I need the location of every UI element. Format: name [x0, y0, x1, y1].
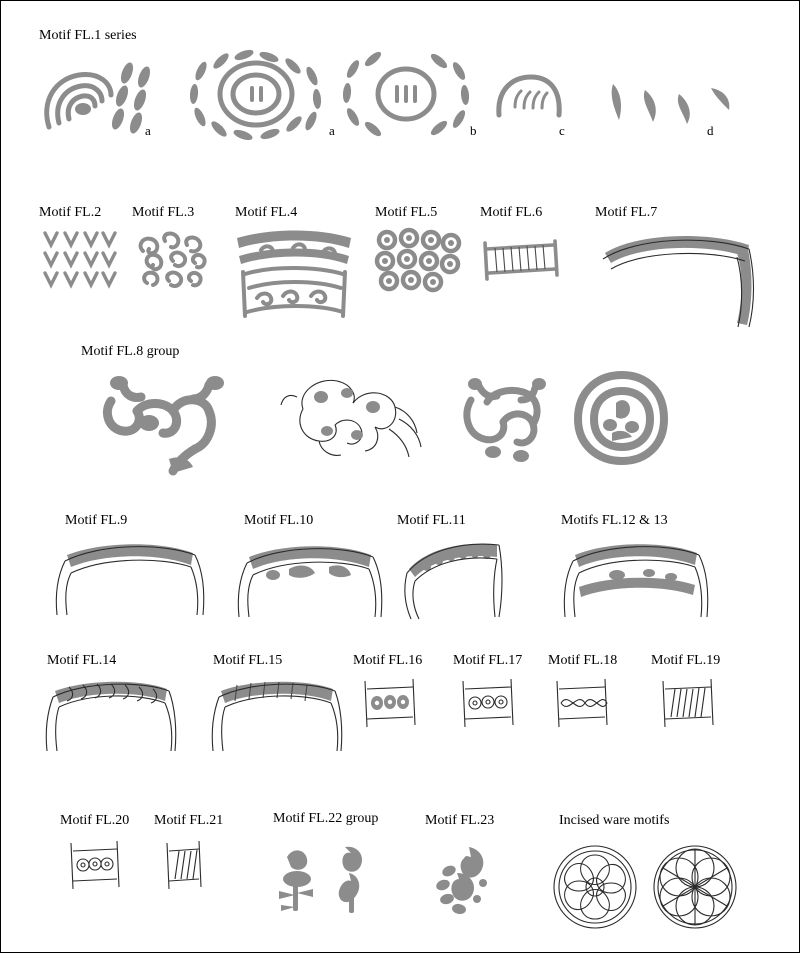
- incised-ware-interlace-figure: [649, 841, 741, 933]
- variant-label-fl1-c: c: [559, 123, 565, 138]
- section-heading-fl7: Motif FL.7: [595, 205, 658, 220]
- motif-fl18-figure: [551, 677, 613, 739]
- motif-fl12-13-figure: [557, 531, 707, 623]
- section-heading-fl22: Motif FL.22 group: [273, 811, 379, 826]
- motif-fl5-figure: [373, 227, 461, 293]
- variant-label-fl1-d: d: [707, 123, 714, 138]
- motif-fl4-figure: [231, 226, 356, 321]
- motif-fl8-a-figure: [89, 363, 254, 475]
- variant-label-fl1-a1: a: [145, 123, 151, 138]
- motif-fl16-figure: [359, 677, 421, 739]
- section-heading-fl19: Motif FL.19: [651, 653, 721, 668]
- section-heading-fl20: Motif FL.20: [60, 813, 130, 828]
- section-heading-fl17: Motif FL.17: [453, 653, 523, 668]
- motif-fl2-figure: [39, 229, 119, 291]
- row-divider-1: [1, 172, 800, 173]
- motif-fl21-figure: [161, 839, 207, 901]
- motif-fl1-c-figure: [491, 71, 571, 131]
- motif-fl10-figure: [233, 533, 383, 623]
- motif-fl9-figure: [53, 533, 203, 623]
- motif-fl22-figure: [267, 839, 387, 919]
- section-heading-fl18: Motif FL.18: [548, 653, 618, 668]
- section-heading-fl5: Motif FL.5: [375, 205, 438, 220]
- section-heading-fl11: Motif FL.11: [397, 513, 466, 528]
- variant-label-fl1-a2: a: [329, 123, 335, 138]
- section-heading-incised-ware: Incised ware motifs: [559, 813, 670, 828]
- motif-fl1-b-figure: [331, 49, 481, 144]
- section-heading-fl6: Motif FL.6: [480, 205, 543, 220]
- motif-fl1-a2-figure: [181, 49, 331, 144]
- motif-fl1-d-figure: [601, 76, 741, 136]
- motif-fl7-figure: [597, 229, 757, 329]
- motif-fl17-figure: [457, 677, 519, 739]
- motif-fl8-d-figure: [566, 363, 676, 471]
- section-heading-fl16: Motif FL.16: [353, 653, 423, 668]
- motif-fl14-figure: [41, 673, 176, 755]
- section-heading-fl9: Motif FL.9: [65, 513, 128, 528]
- motif-fl8-c-figure: [449, 366, 559, 471]
- motif-fl3-figure: [131, 229, 216, 295]
- section-heading-fl21: Motif FL.21: [154, 813, 224, 828]
- motif-fl1-a-figure: [31, 49, 161, 144]
- section-heading-fl23: Motif FL.23: [425, 813, 495, 828]
- section-heading-fl10: Motif FL.10: [244, 513, 314, 528]
- section-heading-fl12-13: Motifs FL.12 & 13: [561, 513, 668, 528]
- motif-fl6-figure: [481, 239, 559, 287]
- section-heading-fl1: Motif FL.1 series: [39, 28, 137, 43]
- motif-fl19-figure: [657, 677, 719, 739]
- motif-fl8-b-figure: [273, 363, 433, 473]
- motif-fl20-figure: [65, 839, 127, 901]
- section-heading-fl2: Motif FL.2: [39, 205, 102, 220]
- motif-fl23-figure: [421, 839, 511, 919]
- variant-label-fl1-b: b: [470, 123, 477, 138]
- section-heading-fl4: Motif FL.4: [235, 205, 298, 220]
- incised-ware-rosette-figure: [549, 841, 641, 933]
- motif-fl15-figure: [207, 673, 342, 755]
- section-heading-fl8: Motif FL.8 group: [81, 344, 180, 359]
- section-heading-fl14: Motif FL.14: [47, 653, 117, 668]
- section-heading-fl15: Motif FL.15: [213, 653, 283, 668]
- motif-fl11-figure: [399, 531, 519, 623]
- section-heading-fl3: Motif FL.3: [132, 205, 195, 220]
